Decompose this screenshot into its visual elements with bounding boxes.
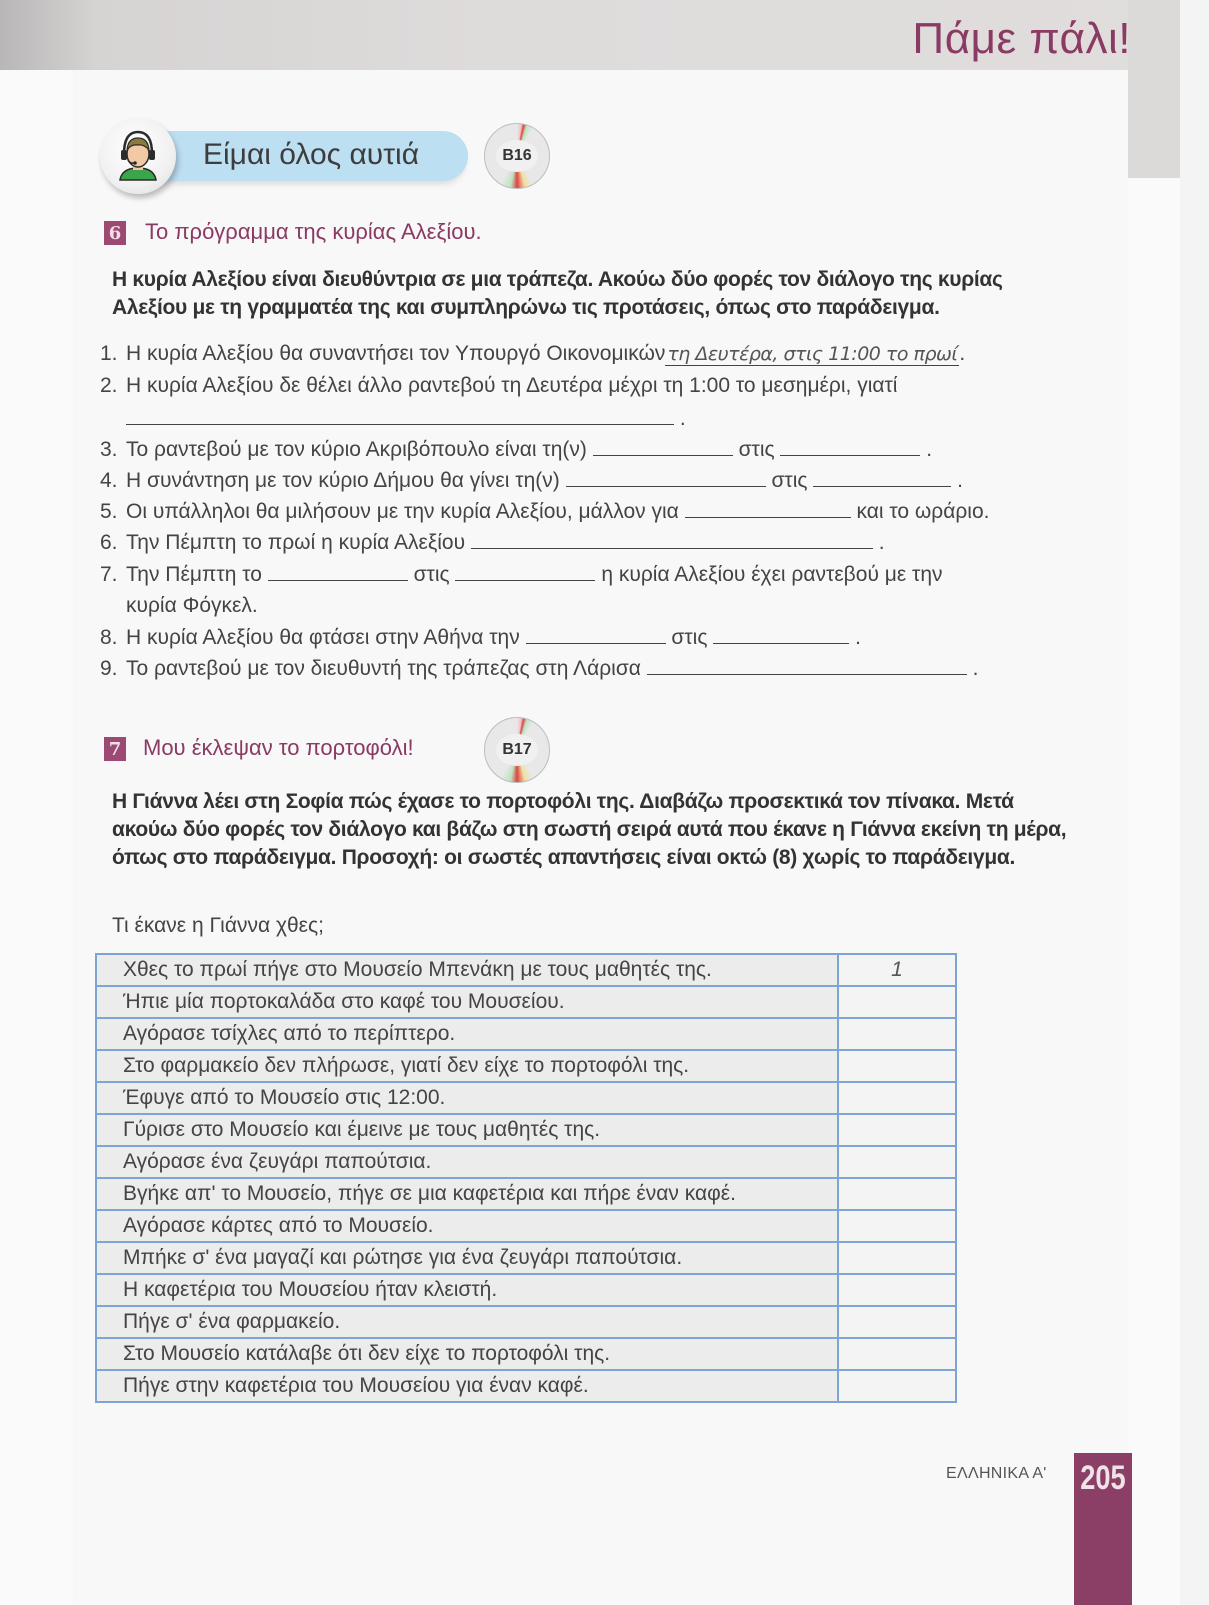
order-input[interactable] — [838, 1146, 956, 1178]
item-end: . — [855, 626, 861, 649]
item-mid: στις — [413, 563, 450, 586]
listener-headphones-icon — [100, 118, 176, 194]
exercise-6-item-7 — [100, 561, 943, 589]
answer-field[interactable] — [685, 499, 851, 518]
answer-field[interactable] — [566, 468, 766, 487]
event-text: Στο φαρμακείο δεν πλήρωσε, γιατί δεν είχε το πορτοφόλι της. — [96, 1050, 838, 1082]
item-end: . — [959, 342, 966, 365]
order-input[interactable] — [838, 1114, 956, 1146]
exercise-6-instructions: Η κυρία Αλεξίου είναι διευθύντρια σε μια τράπεζα. Ακούω δύο φορές τον διάλογο της κυρίας Αλεξίου με τη γραμματέα της και συμπληρώνω τις προτάσεις, όπως στο παράδειγμα. — [112, 268, 1003, 319]
page-number-tab — [1074, 1453, 1132, 1605]
item-number: 6. — [100, 531, 118, 554]
table-row — [96, 1370, 956, 1402]
table-row — [96, 1050, 956, 1082]
table-row — [96, 1146, 956, 1178]
item-text: Η κυρία Αλεξίου θα φτάσει στην Αθήνα την — [126, 626, 520, 649]
table-row — [96, 1274, 956, 1306]
exercise-6-item-2-line — [100, 405, 686, 433]
exercise-7-instructions: Η Γιάννα λέει στη Σοφία πώς έχασε το πορτοφόλι της. Διαβάζω προσεκτικά τον πίνακα. Μετά ακούω δύο φορές τον διάλογο και βάζω στη σωστή σειρά αυτά που έκανε η Γιάννα εκείνη τη μέρα, όπως στο παράδειγμα. Προσοχή: οι σωστές απαντήσεις είναι οκτώ (8) χωρίς το παράδειγμα. — [112, 790, 1067, 869]
item-number: 5. — [100, 500, 118, 523]
event-text: Η καφετέρια του Μουσείου ήταν κλειστή. — [96, 1274, 838, 1306]
margin-band — [1128, 0, 1180, 178]
item-mid: στις — [771, 469, 808, 492]
cd-icon-label: B16 — [496, 140, 538, 172]
answer-field[interactable] — [593, 437, 733, 456]
exercise-7-title: Μου έκλεψαν το πορτοφόλι! — [143, 735, 414, 760]
table-row — [96, 1306, 956, 1338]
item-text: Η κυρία Αλεξίου δε θέλει άλλο ραντεβού τη Δευτέρα μέχρι τη 1:00 το μεσημέρι, γιατί — [126, 374, 898, 397]
exercise-6-item-2 — [100, 372, 897, 400]
item-end: . — [679, 407, 686, 430]
order-input[interactable] — [838, 1338, 956, 1370]
event-text: Έφυγε από το Μουσείο στις 12:00. — [96, 1082, 838, 1114]
table-row — [96, 1242, 956, 1274]
answer-field[interactable] — [526, 625, 666, 644]
item-number: 1. — [100, 342, 118, 365]
exercise-7-question: Τι έκανε η Γιάννα χθες; — [112, 914, 324, 937]
answer-field[interactable] — [713, 625, 849, 644]
event-text: Πήγε σ' ένα φαρμακείο. — [96, 1306, 838, 1338]
order-input[interactable] — [838, 1178, 956, 1210]
event-text: Χθες το πρωί πήγε στο Μουσείο Μπενάκη με τους μαθητές της. — [96, 954, 838, 986]
table-row — [96, 1018, 956, 1050]
item-text: Την Πέμπτη το — [126, 563, 262, 586]
event-text: Αγόρασε ένα ζευγάρι παπούτσια. — [96, 1146, 838, 1178]
answer-field[interactable] — [647, 656, 967, 675]
table-row — [96, 1082, 956, 1114]
order-input[interactable] — [838, 1306, 956, 1338]
item-end: . — [972, 657, 979, 680]
item-number: 4. — [100, 469, 118, 492]
item-text: Η κυρία Αλεξίου θα συναντήσει τον Υπουργό Οικονομικών — [126, 342, 666, 365]
item-tail: και το ωράριο. — [856, 500, 990, 523]
event-text: Ήπιε μία πορτοκαλάδα στο καφέ του Μουσείου. — [96, 986, 838, 1018]
item-tail: η κυρία Αλεξίου έχει ραντεβού με την — [601, 563, 943, 586]
order-input[interactable] — [838, 1082, 956, 1114]
item-text: Οι υπάλληλοι θα μιλήσουν με την κυρία Αλεξίου, μάλλον για — [126, 500, 679, 523]
answer-field[interactable]: τη Δευτέρα, στις 11:00 το πρωί — [667, 343, 958, 365]
order-input[interactable] — [838, 1210, 956, 1242]
item-number: 3. — [100, 438, 118, 461]
item-end: . — [957, 469, 964, 492]
table-row — [96, 1114, 956, 1146]
exercise-number-6: 6 — [104, 221, 126, 245]
event-text: Αγόρασε τσίχλες από το περίπτερο. — [96, 1018, 838, 1050]
item-text: Το ραντεβού με τον κύριο Ακριβόπουλο είναι τη(ν) — [126, 438, 587, 461]
exercise-6-title: Το πρόγραμμα της κυρίας Αλεξίου. — [145, 219, 482, 244]
order-input[interactable] — [838, 1018, 956, 1050]
exercise-6-item-9 — [100, 655, 978, 683]
item-end: . — [878, 531, 885, 554]
audio-track-b17[interactable] — [484, 717, 550, 783]
answer-field[interactable] — [268, 562, 408, 581]
order-input[interactable] — [838, 986, 956, 1018]
item-text: Την Πέμπτη το πρωί η κυρία Αλεξίου — [126, 531, 466, 554]
exercise-6-item-4 — [100, 467, 963, 495]
item-mid: στις — [671, 626, 708, 649]
event-text: Βγήκε απ' το Μουσείο, πήγε σε μια καφετέρια και πήρε έναν καφέ. — [96, 1178, 838, 1210]
exercise-6-item-3 — [100, 436, 932, 464]
book-title: ΕΛΛΗΝΙΚΑ Α' — [946, 1465, 1047, 1482]
event-text: Πήγε στην καφετέρια του Μουσείου για έναν καφέ. — [96, 1370, 838, 1402]
answer-field[interactable] — [126, 406, 674, 425]
order-input[interactable] — [838, 1274, 956, 1306]
item-number: 9. — [100, 657, 118, 680]
page-title: Πάμε πάλι! — [912, 14, 1131, 63]
item-mid: στις — [738, 438, 775, 461]
order-input[interactable]: 1 — [838, 954, 956, 986]
table-row — [96, 1210, 956, 1242]
event-text: Γύρισε στο Μουσείο και έμεινε με τους μαθητές της. — [96, 1114, 838, 1146]
section-title: Είμαι όλος αυτιά — [203, 138, 420, 171]
item-end: . — [926, 438, 933, 461]
item-text: κυρία Φόγκελ. — [126, 594, 258, 617]
item-text: Η συνάντηση με τον κύριο Δήμου θα γίνει τη(ν) — [126, 469, 560, 492]
page-number: 205 — [1080, 1459, 1126, 1497]
table-row — [96, 1178, 956, 1210]
answer-field[interactable] — [780, 437, 920, 456]
item-text: Το ραντεβού με τον διευθυντή της τράπεζας στη Λάρισα — [126, 657, 641, 680]
item-number: 7. — [100, 563, 118, 586]
exercise-6-item-5 — [100, 498, 989, 526]
answer-field[interactable] — [455, 562, 595, 581]
event-text: Μπήκε σ' ένα μαγαζί και ρώτησε για ένα ζευγάρι παπούτσια. — [96, 1242, 838, 1274]
page-edge — [1180, 0, 1209, 1605]
exercise-6-item-8 — [100, 624, 861, 652]
order-input[interactable] — [838, 1370, 956, 1402]
table-row — [96, 954, 956, 986]
order-input[interactable] — [838, 1050, 956, 1082]
item-number: 8. — [100, 626, 118, 649]
exercise-6-item-1 — [100, 340, 965, 368]
table-row — [96, 1338, 956, 1370]
item-number: 2. — [100, 374, 118, 397]
event-text: Αγόρασε κάρτες από το Μουσείο. — [96, 1210, 838, 1242]
order-input[interactable] — [838, 1242, 956, 1274]
events-table — [95, 953, 957, 1403]
cd-icon-label: B17 — [496, 734, 538, 766]
audio-track-b16[interactable] — [484, 123, 550, 189]
exercise-number-7: 7 — [104, 737, 126, 761]
answer-field[interactable] — [471, 530, 873, 549]
exercise-6-item-6 — [100, 529, 885, 557]
table-row — [96, 986, 956, 1018]
event-text: Στο Μουσείο κατάλαβε ότι δεν είχε το πορτοφόλι της. — [96, 1338, 838, 1370]
exercise-6-item-7-line2 — [100, 592, 258, 620]
answer-field[interactable] — [813, 468, 951, 487]
